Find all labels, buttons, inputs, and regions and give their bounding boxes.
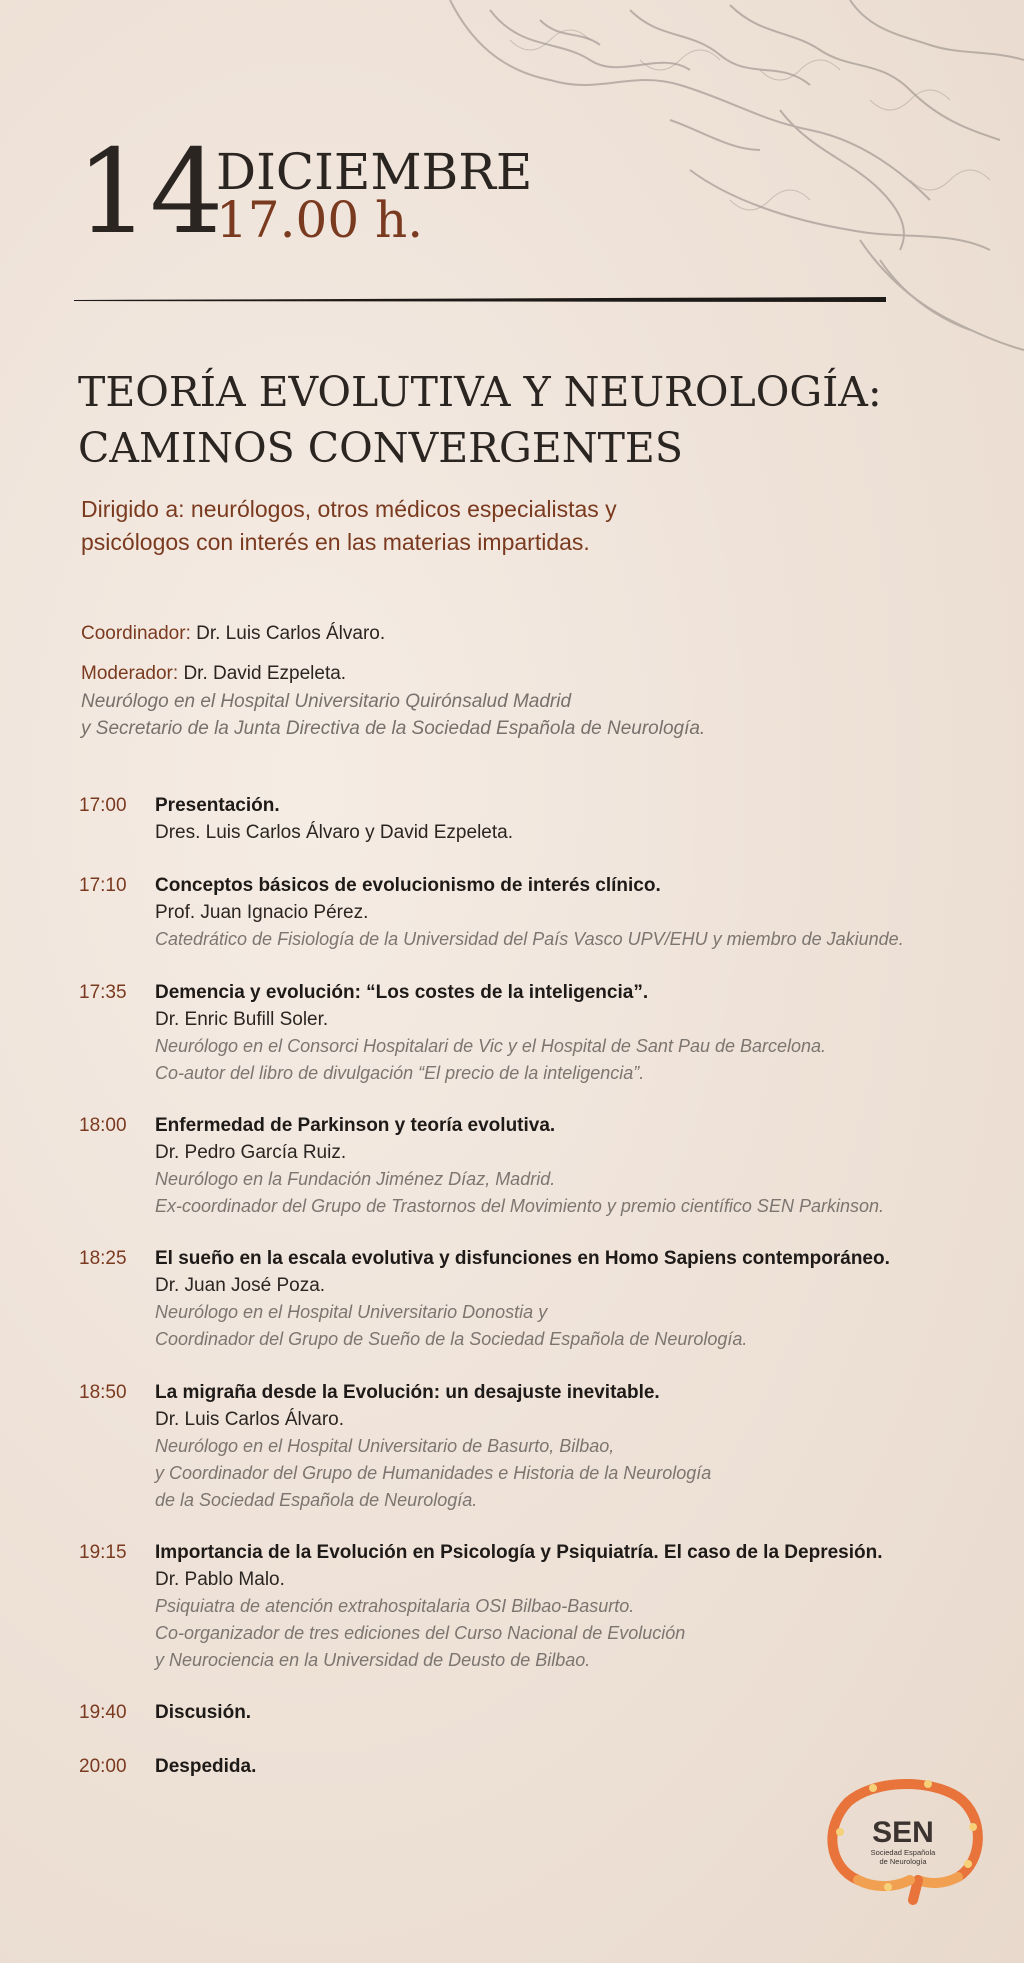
speaker-affiliation: Ex-coordinador del Grupo de Trastornos del Movimiento y premio científico SEN Parkinson.	[155, 1196, 884, 1216]
speaker-name: Dr. Enric Bufill Soler.	[155, 1009, 329, 1030]
program-time: 17:00	[79, 795, 127, 816]
moderator-name: Dr. David Ezpeleta.	[183, 663, 347, 684]
talk-title: Presentación.	[155, 795, 280, 816]
event-day: 14	[76, 125, 224, 260]
speaker-affiliation: de la Sociedad Española de Neurología.	[155, 1490, 478, 1510]
speaker-affiliation: Neurólogo en el Consorci Hospitalari de Vic y el Hospital de Sant Pau de Barcelona.	[155, 1036, 827, 1056]
sen-logo	[818, 1772, 988, 1912]
talk-title: Despedida.	[155, 1756, 257, 1777]
coordinator-label: Coordinador:	[81, 623, 191, 644]
event-title	[78, 364, 978, 476]
moderator-label: Moderador:	[81, 663, 179, 684]
logo-subtitle: de Neurología	[879, 1857, 927, 1866]
speaker-affiliation: Neurólogo en la Fundación Jiménez Díaz, Madrid.	[155, 1169, 556, 1189]
speaker-affiliation: y Coordinador del Grupo de Humanidades e Historia de la Neurología	[155, 1463, 712, 1483]
talk-title: Importancia de la Evolución en Psicología y Psiquiatría. El caso de la Depresión.	[155, 1542, 883, 1563]
speaker-name: Prof. Juan Ignacio Pérez.	[155, 902, 369, 923]
moderator-affiliation-line: Neurólogo en el Hospital Universitario Quirónsalud Madrid	[81, 691, 572, 712]
program-time: 19:40	[79, 1702, 127, 1723]
moderator-affiliation-line: y Secretario de la Junta Directiva de la Sociedad Española de Neurología.	[81, 718, 706, 739]
speaker-affiliation: Coordinador del Grupo de Sueño de la Sociedad Española de Neurología.	[155, 1329, 748, 1349]
speaker-name: Dres. Luis Carlos Álvaro y David Ezpeleta.	[155, 822, 513, 843]
speaker-affiliation: Co-organizador de tres ediciones del Curso Nacional de Evolución	[155, 1623, 686, 1643]
title-line-2: CAMINOS CONVERGENTES	[78, 424, 683, 472]
program-time: 18:25	[79, 1248, 127, 1269]
program-time: 17:10	[79, 875, 127, 896]
event-time: 17.00 h.	[216, 191, 424, 249]
speaker-affiliation: Catedrático de Fisiología de la Universidad del País Vasco UPV/EHU y miembro de Jakiunde.	[155, 929, 904, 949]
program-time: 18:50	[79, 1382, 127, 1403]
audience-line-2: psicólogos con interés en las materias impartidas.	[81, 529, 590, 555]
talk-title: Demencia y evolución: “Los costes de la inteligencia”.	[155, 982, 649, 1003]
event-month: DICIEMBRE	[216, 143, 533, 201]
logo-subtitle: Sociedad Española	[870, 1848, 936, 1857]
speaker-name: Dr. Pedro García Ruiz.	[155, 1142, 347, 1163]
speaker-affiliation: Neurólogo en el Hospital Universitario Donostia y	[155, 1302, 548, 1322]
talk-title: Conceptos básicos de evolucionismo de interés clínico.	[155, 875, 661, 896]
speaker-name: Dr. Luis Carlos Álvaro.	[155, 1409, 345, 1430]
program-time: 19:15	[79, 1542, 127, 1563]
talk-title: El sueño en la escala evolutiva y disfunciones en Homo Sapiens contemporáneo.	[155, 1248, 890, 1269]
speaker-affiliation: Co-autor del libro de divulgación “El precio de la inteligencia”.	[155, 1063, 645, 1083]
coordinator-name: Dr. Luis Carlos Álvaro.	[196, 623, 386, 644]
target-audience	[81, 493, 901, 559]
speaker-affiliation: y Neurociencia en la Universidad de Deusto de Bilbao.	[155, 1650, 591, 1670]
logo-text: SEN	[872, 1816, 934, 1849]
title-line-1: TEORÍA EVOLUTIVA Y NEUROLOGÍA:	[78, 368, 882, 416]
talk-title: Enfermedad de Parkinson y teoría evolutiva.	[155, 1115, 556, 1136]
audience-line-1: Dirigido a: neurólogos, otros médicos especialistas y	[81, 496, 617, 522]
speaker-name: Dr. Juan José Poza.	[155, 1275, 326, 1296]
talk-title: La migraña desde la Evolución: un desajuste inevitable.	[155, 1382, 660, 1403]
speaker-affiliation: Neurólogo en el Hospital Universitario de Basurto, Bilbao,	[155, 1436, 615, 1456]
divider-line	[74, 296, 886, 303]
program-time: 18:00	[79, 1115, 127, 1136]
coordinator	[81, 622, 385, 646]
moderator	[81, 662, 346, 686]
program-time: 20:00	[79, 1756, 127, 1777]
speaker-affiliation: Psiquiatra de atención extrahospitalaria OSI Bilbao-Basurto.	[155, 1596, 635, 1616]
program-time: 17:35	[79, 982, 127, 1003]
talk-title: Discusión.	[155, 1702, 252, 1723]
speaker-name: Dr. Pablo Malo.	[155, 1569, 285, 1590]
